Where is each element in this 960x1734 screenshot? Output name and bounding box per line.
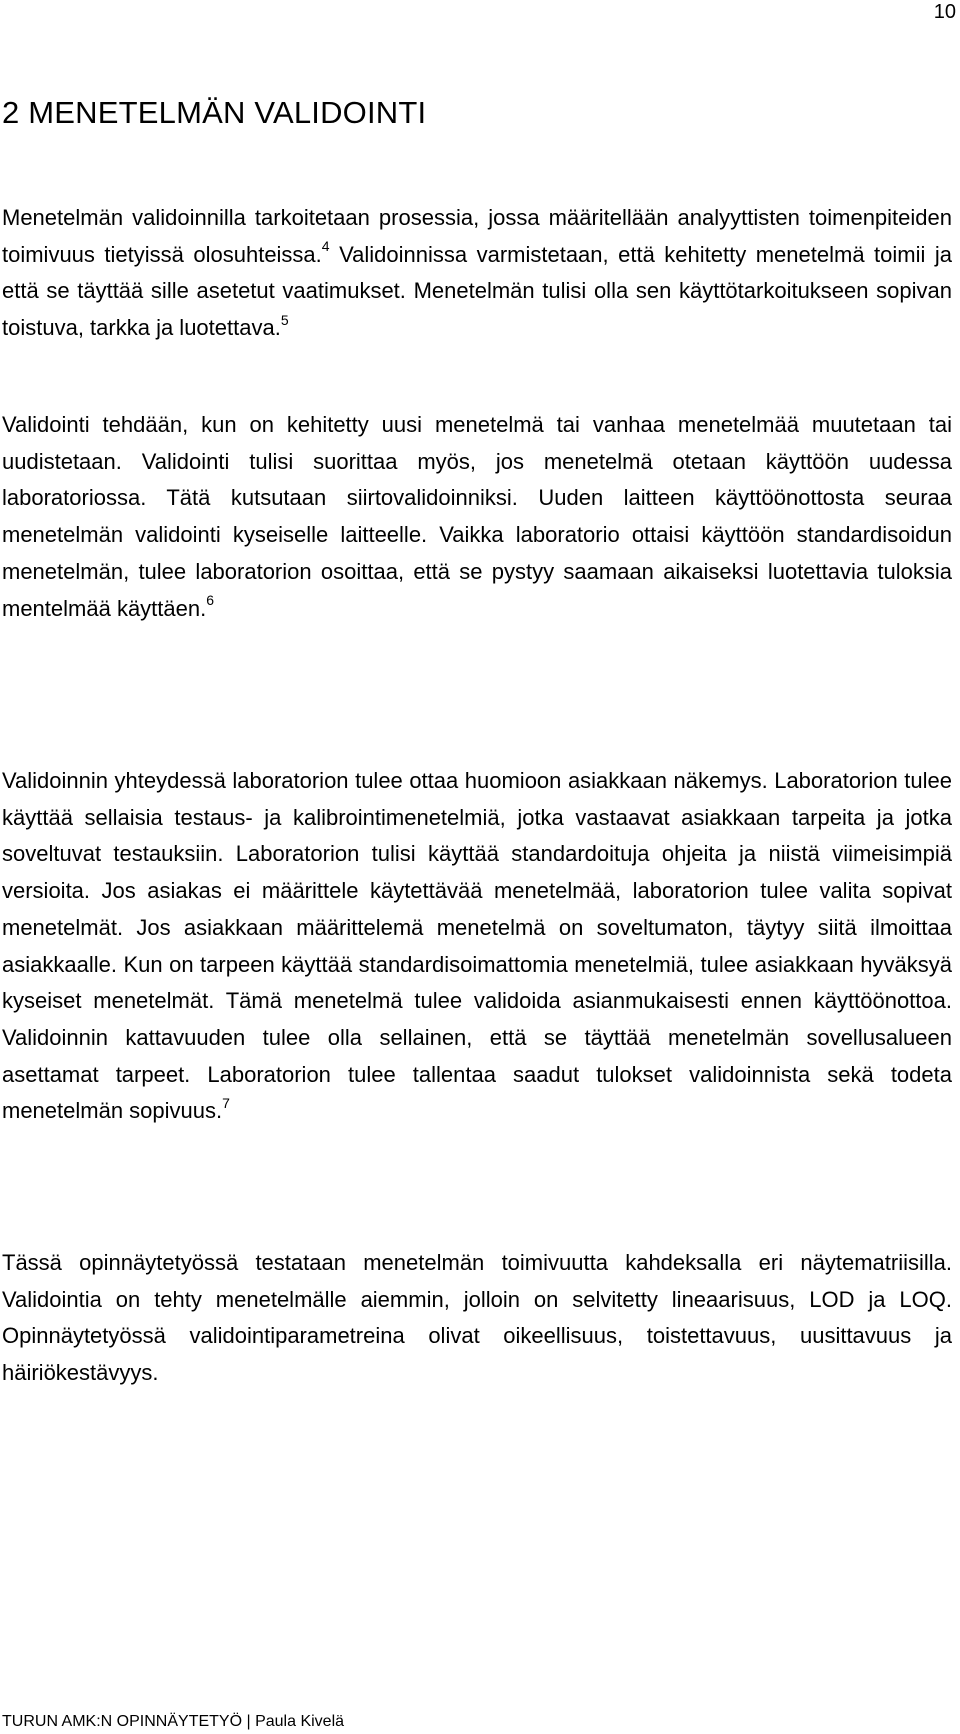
footnote-ref: 4 (321, 238, 330, 255)
paragraph-text: Tässä opinnäytetyössä testataan menetelmän toimivuutta kahdeksalla eri näytematriisilla. Validointia on tehty menetelmälle aiemmin, jolloin on selvitetty lineaarisuus, LOD ja LOQ. Opinnäytetyössä validointiparametreina olivat oikeellisuus, toistettavuus, uusittavuus ja häiriökestävyys. (2, 1250, 952, 1386)
page-number: 10 (933, 1, 956, 23)
footnote-ref: 6 (206, 592, 215, 609)
paragraph-text: Validoinnin yhteydessä laboratorion tulee ottaa huomioon asiakkaan näkemys. Laboratorion tulee käyttää sellaisia testaus- ja kalibrointimenetelmiä, jotka vastaavat asiakkaan tarpeita ja jotka soveltuvat testauksiin. Laboratorion tulisi käyttää standardoituja ohjeita ja niistä viimeisimpiä versioita. Jos asiakas ei määrittele käytettävää menetelmää, laboratorion tulee valita sopivat menetelmät. Jos asiakkaan määrittelemä menetelmä on soveltumaton, täytyy siitä ilmoittaa asiakkaalle. Kun on tarpeen käyttää standardisoimattomia menetelmiä, tulee asiakkaan hyväksyä kyseiset menetelmät. Tämä menetelmä tulee validoida asianmukaisesti ennen käyttöönottoa. Validoinnin kattavuuden tulee olla sellainen, että se täyttää menetelmän sovellusalueen asettamat tarpeet. Laboratorion tulee tallentaa saadut tulokset validoinnista sekä todeta menetelmän sopivuus. (2, 768, 952, 1124)
footnote-ref: 5 (280, 311, 289, 328)
paragraph-thesis-scope (2, 1245, 952, 1392)
footnote-ref: 7 (222, 1095, 230, 1111)
paragraph-text: Validointi tehdään, kun on kehitetty uusi menetelmä tai vanhaa menetelmää muutetaan tai uudistetaan. Validointi tulisi suorittaa myös, jos menetelmä otetaan käyttöön uudessa laboratoriossa. Tätä kutsutaan siirtovalidoinniksi. Uuden laitteen käyttöönottosta seuraa menetelmän validointi kyseiselle laitteelle. Vaikka laboratorio ottaisi käyttöön standardisoidun menetelmän, tulee laboratorion osoittaa, että se pystyy saamaan aikaiseksi luotettavia tuloksia mentelmää käyttäen. (2, 412, 952, 621)
paragraph-when-validate (2, 407, 952, 627)
paragraph-intro (2, 200, 952, 347)
page-footer: TURUN AMK:N OPINNÄYTETYÖ | Paula Kivelä (2, 1713, 345, 1730)
paragraph-text: Validoinnissa varmistetaan, että kehitetty menetelmä toimii ja että se täyttää sille asetetut vaatimukset. Menetelmän tulisi olla sen käyttötarkoitukseen sopivan toistuva, tarkka ja luotettava. (2, 241, 953, 341)
chapter-heading: 2 MENETELMÄN VALIDOINTI (2, 95, 427, 130)
paragraph-customer (2, 763, 952, 1130)
paragraph-text: Menetelmän validoinnilla tarkoitetaan prosessia, jossa määritellään analyyttisten toimenpiteiden toimivuus tietyissä olosuhteissa. (2, 205, 952, 267)
